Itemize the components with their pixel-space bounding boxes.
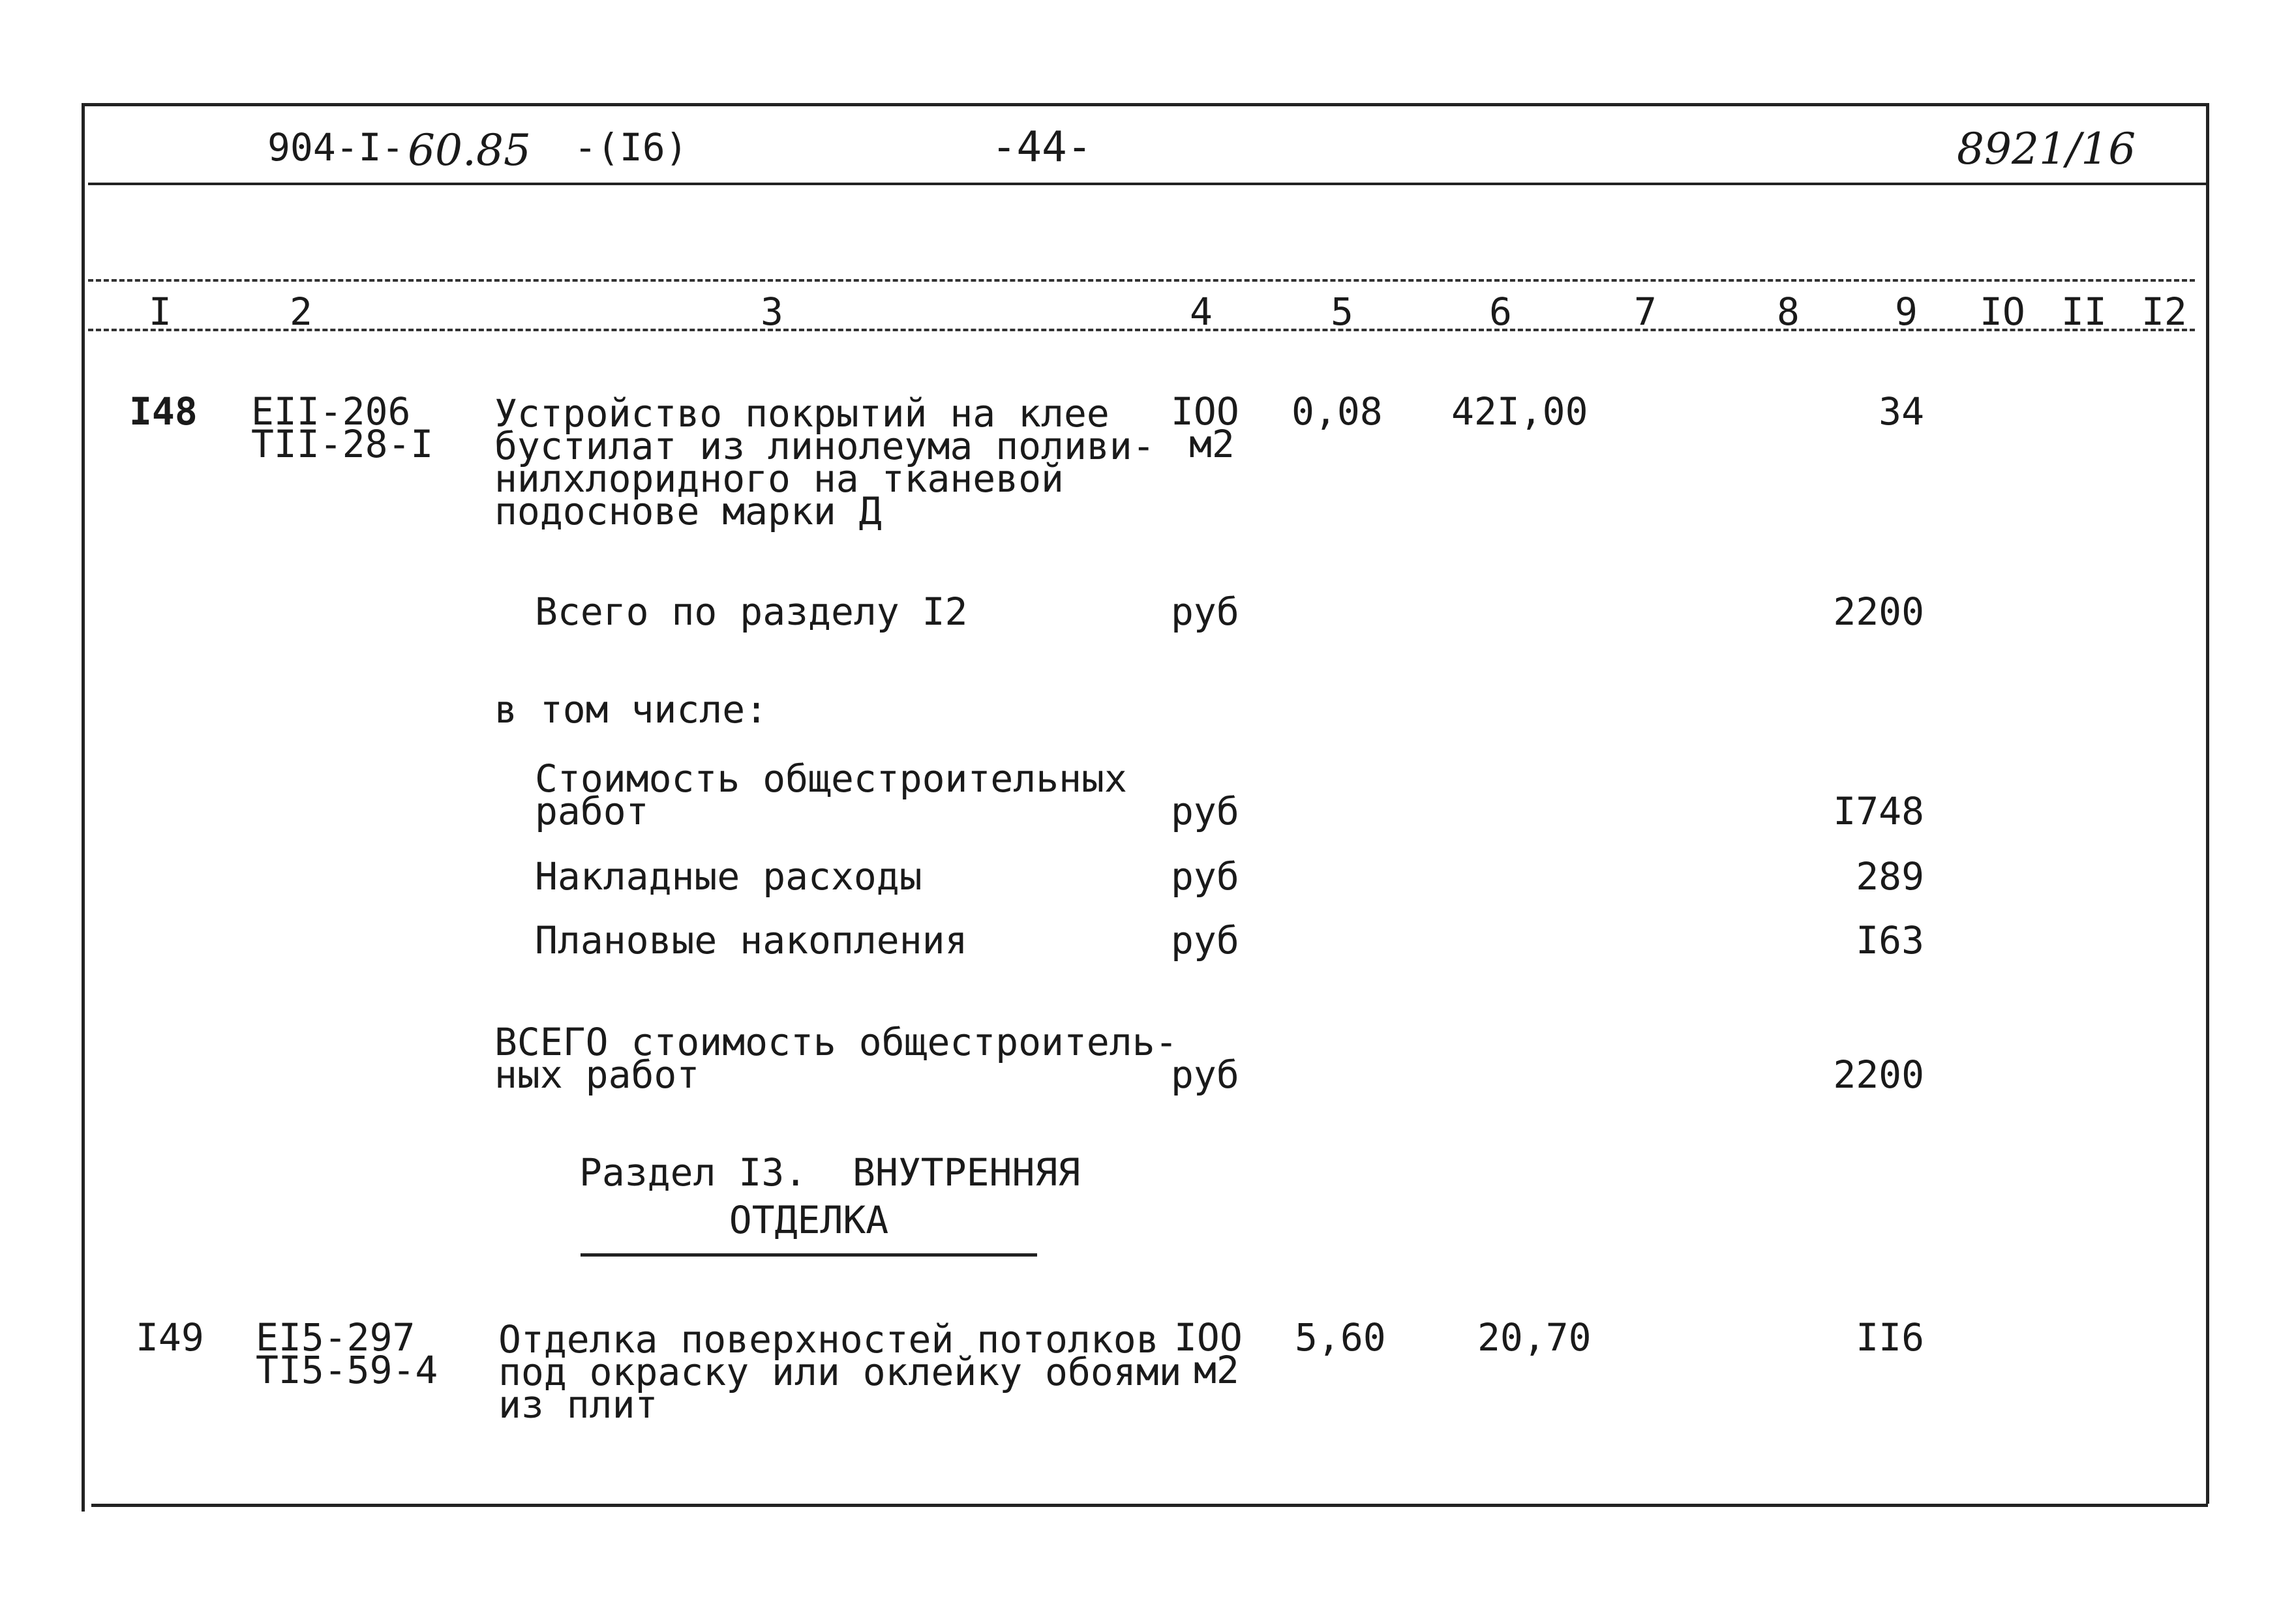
row-149-code-2: TI5-59-4: [256, 1348, 438, 1392]
grand-total-label-line: ных работ: [494, 1052, 700, 1097]
row-148-price: 42I,00: [1451, 389, 1588, 434]
row-149-description-line: Отделка поверхностей потолков: [498, 1317, 1159, 1362]
column-number: 6: [1489, 290, 1512, 334]
column-number: I: [149, 290, 172, 334]
general-works-value: I748: [1833, 789, 1924, 833]
grand-total-unit: руб: [1171, 1052, 1239, 1097]
row-149-total: II6: [1856, 1315, 1924, 1360]
grand-total-value: 2200: [1833, 1052, 1924, 1097]
row-149-price: 20,70: [1477, 1315, 1592, 1360]
row-149-code-1: EI5-297: [256, 1315, 415, 1360]
doc-code-suffix: -(I6): [574, 125, 688, 170]
column-number: II: [2061, 290, 2107, 334]
column-number: 2: [290, 290, 312, 334]
planned-savings-unit: руб: [1171, 918, 1239, 962]
overhead-label: Накладные расходы: [535, 854, 922, 899]
section-total-label: Всего по разделу I2: [535, 589, 968, 634]
section-title-underline: [581, 1253, 1037, 1257]
row-148-number: I48: [129, 389, 198, 434]
section-title-line: ОТДЕЛКА: [729, 1198, 889, 1242]
row-149-number: I49: [136, 1315, 204, 1360]
row-148-unit-sub: м2: [1189, 422, 1235, 466]
header-rule: [88, 183, 2208, 185]
section-total-value: 2200: [1833, 589, 1924, 634]
doc-code-handwritten: 60.85: [408, 125, 531, 175]
column-number: 8: [1777, 290, 1800, 334]
overhead-value: 289: [1856, 854, 1924, 899]
row-148-description-line: нилхлоридного на тканевой: [494, 456, 1064, 501]
page-number: -44-: [991, 123, 1093, 171]
frame-top-border: [82, 103, 2209, 106]
reference-number: 8921/16: [1957, 124, 2136, 174]
column-number: 7: [1634, 290, 1657, 334]
row-148-unit: IOO: [1171, 389, 1239, 434]
column-number: I2: [2141, 290, 2187, 334]
row-149-quantity: 5,60: [1295, 1315, 1386, 1360]
frame-left-border: [82, 103, 85, 1512]
row-149-description-line: из плит: [498, 1382, 658, 1427]
general-works-unit: руб: [1171, 789, 1239, 833]
grand-total-label-line: ВСЕГО стоимость общестроитель-: [494, 1020, 1178, 1064]
row-148-description-line: подоснове марки Д: [494, 489, 882, 533]
column-number: 5: [1331, 290, 1353, 334]
including-label: в том числе:: [494, 687, 768, 732]
column-header-bottom-rule: [88, 329, 2195, 331]
planned-savings-label: Плановые накопления: [535, 918, 968, 962]
column-header-top-rule: [88, 279, 2195, 282]
frame-right-border: [2206, 103, 2209, 1504]
section-title-line: Раздел I3. ВНУТРЕННЯЯ: [579, 1150, 1081, 1195]
frame-bottom-border: [91, 1504, 2208, 1507]
row-148-description-line: бустилат из линолеума поливи-: [494, 424, 1155, 468]
planned-savings-value: I63: [1856, 918, 1924, 962]
row-149-unit: IOO: [1174, 1315, 1243, 1360]
column-number: IO: [1980, 290, 2025, 334]
overhead-unit: руб: [1171, 854, 1239, 899]
column-number: 3: [761, 290, 783, 334]
column-number: 9: [1895, 290, 1918, 334]
row-148-total: 34: [1879, 389, 1924, 434]
section-total-unit: руб: [1171, 589, 1239, 634]
row-149-description-line: под окраску или оклейку обоями: [498, 1350, 1182, 1394]
doc-code: 904-I-: [267, 125, 404, 170]
row-149-unit-sub: м2: [1194, 1348, 1239, 1392]
row-148-quantity: 0,08: [1292, 389, 1383, 434]
row-148-description-line: Устройство покрытий на клее: [494, 391, 1110, 436]
row-148-code-1: EII-206: [251, 389, 411, 434]
general-works-label-line: работ: [535, 789, 649, 833]
row-148-code-2: TII-28-I: [251, 422, 434, 466]
column-number: 4: [1190, 290, 1213, 334]
general-works-label-line: Стоимость общестроительных: [535, 756, 1127, 801]
